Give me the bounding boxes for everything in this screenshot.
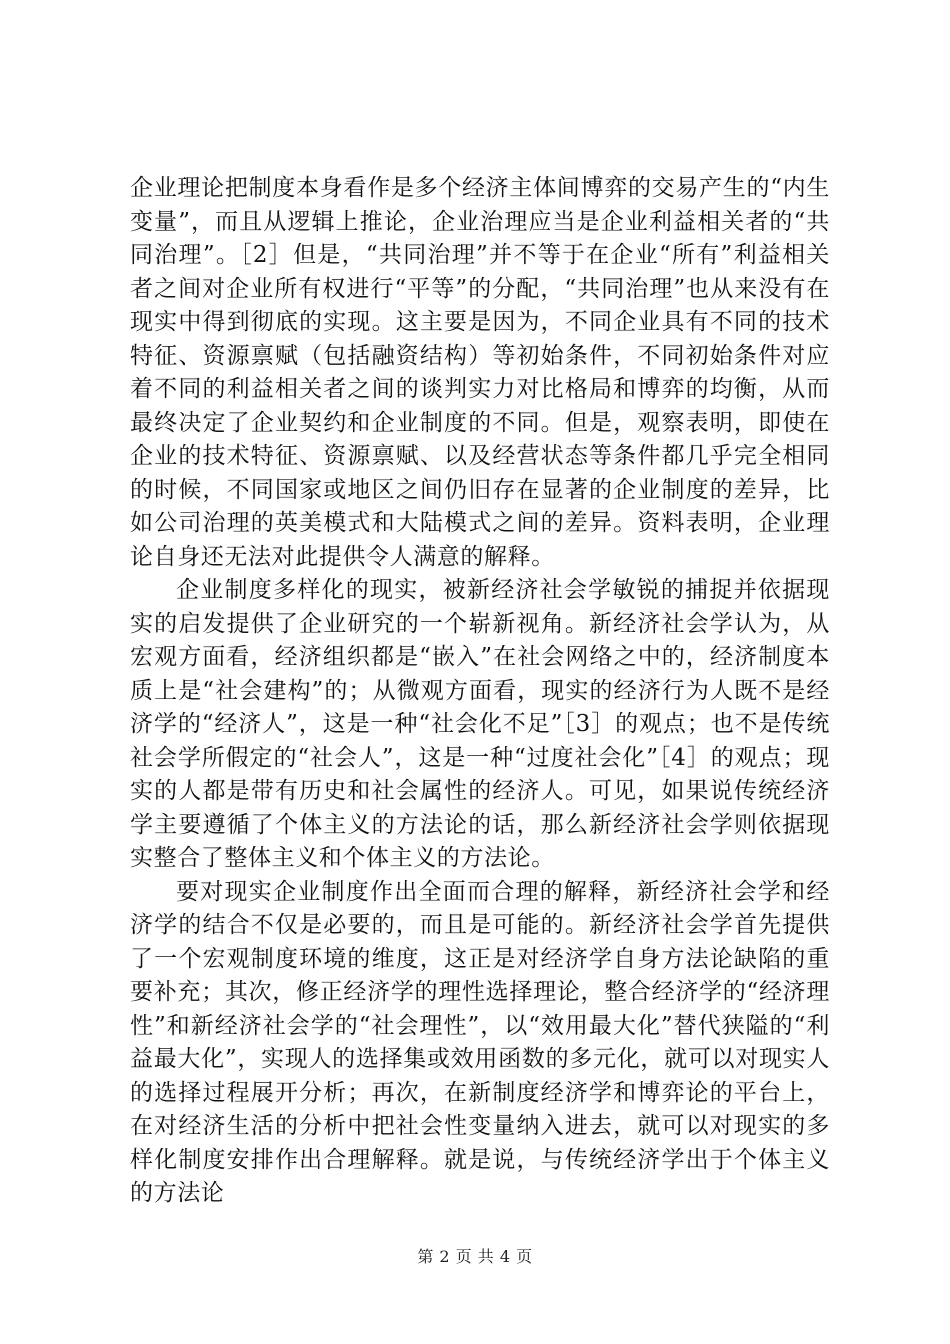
paragraph-3: 要对现实企业制度作出全面而合理的解释，新经济社会学和经济学的结合不仅是必要的，而且是可能的。新经济社会学首先提供了一个宏观制度环境的维度，这正是对经济学自身方法论缺陷的重要补充；其次，修正经济学的理性选择理论，整合经济学的“经济理性”和新经济社会学的“社会理性”，以“效用最大化”替代狭隘的“利益最大化”，实现人的选择集或效用函数的多元化，就可以对现实人的选择过程展开分析；再次，在新制度经济学和博弈论的平台上，在对经济生活的分析中把社会性变量纳入进去，就可以对现实的多样化制度安排作出合理解释。就是说，与传统经济学出于个体主义的方法论 bbox=[130, 878, 830, 1206]
body-text bbox=[130, 172, 830, 1211]
paragraph-2: 企业制度多样化的现实，被新经济社会学敏锐的捕捉并依据现实的启发提供了企业研究的一个崭新视角。新经济社会学认为，从宏观方面看，经济组织都是“嵌入”在社会网络之中的，经济制度本质上是“社会建构”的；从微观方面看，现实的经济行为人既不是经济学的“经济人”，这是一种“社会化不足”［3］的观点；也不是传统社会学所假定的“社会人”，这是一种“过度社会化”［4］的观点；现实的人都是带有历史和社会属性的经济人。可见，如果说传统经济学主要遵循了个体主义的方法论的话，那么新经济社会学则依据现实整合了整体主义和个体主义的方法论。 bbox=[130, 577, 830, 871]
paragraph-1: 企业理论把制度本身看作是多个经济主体间博弈的交易产生的“内生变量”，而且从逻辑上推论，企业治理应当是企业利益相关者的“共同治理”。［2］但是，“共同治理”并不等于在企业“所有”利益相关者之间对企业所有权进行“平等”的分配，“共同治理”也从来没有在现实中得到彻底的实现。这主要是因为，不同企业具有不同的技术特征、资源禀赋（包括融资结构）等初始条件，不同初始条件对应着不同的利益相关者之间的谈判实力对比格局和博弈的均衡，从而最终决定了企业契约和企业制度的不同。但是，观察表明，即使在企业的技术特征、资源禀赋、以及经营状态等条件都几乎完全相同的时候，不同国家或地区之间仍旧存在显著的企业制度的差异，比如公司治理的英美模式和大陆模式之间的差异。资料表明，企业理论自身还无法对此提供令人满意的解释。 bbox=[130, 175, 830, 570]
page-number-footer: 第 2 页 共 4 页 bbox=[417, 1247, 533, 1266]
